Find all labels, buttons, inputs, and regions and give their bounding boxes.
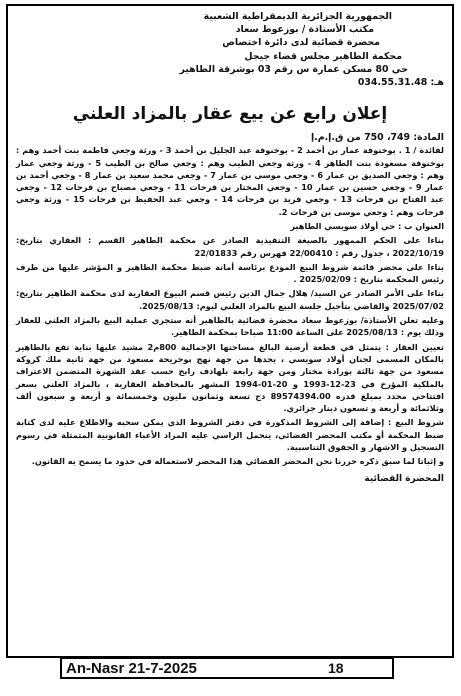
newspaper-issue: An-Nasr 21-7-2025 — [66, 659, 197, 677]
signature: المحضرة القضائية — [364, 473, 444, 484]
header-office: مكتب الأستاذة / بوزعوط سعاد — [235, 24, 374, 36]
closing-paragraph: و إثباتا لما سبق ذكره حررنا نحن المحضر القضائي هذا المحضر لاستعماله في حدود ما يسمح به القانون. — [31, 456, 444, 467]
property-paragraph: تعيين العقار : يتمثل في قطعة أرضية البالغ مساحتها الإجمالية 800م2 مشيد عليها بناية تقع بالطاهير بالمكان المسمى لجنان أولاد سويسي ، يحدها من جهة نهج بوجريحة مسعود من جهة ثانية ملك كروكة مسعود من جهة ثالثة بورادة مختار ومن جهة رابعة بلهادف رابح حسب عقد الشهرة المتضمن الاعتراف بالملكية المؤرخ في 23-12-1993 و 20-01-1994 المشهر بالمحافظة العقارية ، بالمزاد العلني بسعر افتتاحي محدد بمبلغ قدره 89574394.00 دج تسعة وثمانون مليون وخمسمائة و أربعة و سبعون ألف وثلاثمائة و أربعة و تسعون دينار جزائري. — [16, 341, 444, 414]
announcement-paragraph: وعليه تعلن الأستاذة/ بوزعوط سعاد محضرة قضائية بالطاهير أنه ستجري عملية البيع بالمزاد العلني للعقار وذلك يوم : 2025/08/13 على الساعة 11:00 صباحا بمحكمة الطاهير. — [16, 315, 444, 338]
notice-title: إعلان رابع عن بيع عقار بالمزاد العلني — [72, 104, 388, 125]
legal-reference: المادة: 749، 750 من ق.إ.م.إ — [310, 132, 444, 144]
address-paragraph: العنوان ب : حي أولاد سويسي الطاهير — [290, 221, 444, 231]
order-paragraph: بناءا على الأمر الصادر عن السيد/ هلال جمال الدين رئيس قسم البيوع العقارية لدى محكمة الطاهير بتاريخ: 2025/07/02 والقاضي بتأجيل جلسة البيع بالمزاد العلني ليوم: 2025/08/13. — [16, 288, 444, 311]
header-republic: الجمهورية الجزائرية الديمقراطية الشعبية — [203, 11, 392, 22]
judgment-paragraph: بناءا على الحكم الممهور بالصيغة التنفيذية الصادر عن محكمة الطاهير القسم : العقاري بتاريخ: 2022/10/19 ، جدول رقم : 22/00410 فهرس رقم 22/01833 — [16, 235, 444, 258]
beneficiaries-paragraph: لفائدة / 1 . بوخنوفة عمار بن أحمد 2 - بوخنوفة عبد الجليل بن أحمد 3 - ورثة وجعي فاطمة بنت أحمد وهم : بوخنوفة مسعودة بنت الطاهر 4 - ورثة وجعي الطيب وهم : وجعي صالح بن الطيب 5 - ورثة وجعي عمار وهم : وجعي الصديق بن عمار 6 - وجعي موسى بن عمار 7 - وجعي محمد سعيد بن عمار 8 - وجعي أحمد بن عمار 9 - وجعي حسين بن عمار 10 - وجعي المختار بن فرحات 11 - وجعي مصباح بن فرحات 12 - وجعي عبد الفتاح بن فرحات 13 - وجعي فريد بن فرحات 14 - وجعي عبد الحفيظ بن فرحات 15 - ورثة وجعي فرحات وهم : وجعي موسى بن فرحات 2. — [16, 145, 445, 217]
header-address: حي 80 مسكن عمارة س رقم 03 بوشرقة الطاهير — [179, 63, 408, 75]
header-bailiff: محضرة قضائية لدى دائرة اختصاص — [222, 37, 380, 49]
header-court: محكمة الطاهير مجلس قضاء جيجل — [244, 50, 402, 62]
page-number: 18 — [328, 660, 344, 676]
sale-terms-paragraph: شروط البيع : إضافة إلى الشروط المذكورة في دفتر الشروط الذي يمكن سحبه والاطلاع عليه لدى كتابة ضبط المحكمة أو مكتب المحضر القضائي، يتحمل الراسي عليه المزاد الأعباء القانونية المتمثلة في رسوم التسجيل و الاشهار و الحقوق التناسبية. — [16, 417, 444, 453]
conditions-list-paragraph: بناءا على محضر قائمة شروط البيع المودع برئاسة أمانة ضبط محكمة الطاهير و المؤشر عليها من طرف رئيس المحكمة بتاريخ : 2025/02/09 . — [16, 261, 444, 285]
header-phone: هـ: 034.55.31.48 — [357, 77, 444, 89]
legal-notice — [6, 4, 454, 658]
notice-body — [16, 144, 444, 467]
page-footer — [60, 657, 394, 679]
